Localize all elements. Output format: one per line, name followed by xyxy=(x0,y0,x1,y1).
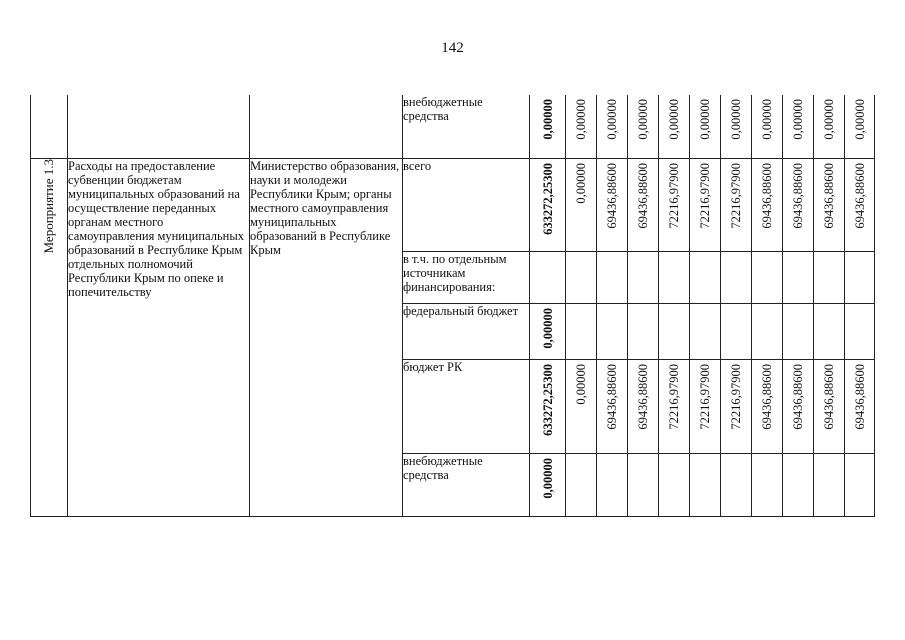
year-cell xyxy=(814,359,845,453)
total-cell xyxy=(530,95,566,158)
table-row xyxy=(31,158,875,251)
page-number: 142 xyxy=(441,40,464,56)
empty-cell xyxy=(31,95,68,158)
year-cell xyxy=(690,359,721,453)
year-cell xyxy=(845,303,875,359)
year-value: 69436,88600 xyxy=(791,363,805,430)
year-cell xyxy=(566,158,597,251)
year-cell xyxy=(566,359,597,453)
year-cell xyxy=(845,158,875,251)
year-value: 69436,88600 xyxy=(636,363,650,430)
year-cell xyxy=(721,359,752,453)
total-value: 0,00000 xyxy=(540,457,555,499)
year-value: 0,00000 xyxy=(822,99,836,140)
year-cell xyxy=(690,251,721,303)
year-cell xyxy=(659,303,690,359)
year-cell xyxy=(659,359,690,453)
year-value: 0,00000 xyxy=(605,99,619,140)
year-value: 72216,97900 xyxy=(667,363,681,430)
year-cell xyxy=(752,303,783,359)
measure-label: Мероприятие 1.3 xyxy=(41,158,56,253)
year-value: 69436,88600 xyxy=(760,162,774,229)
year-value: 0,00000 xyxy=(729,99,743,140)
year-cell xyxy=(752,158,783,251)
funding-source-cell: в т.ч. по отдельным источникам финансирования: xyxy=(403,251,530,303)
year-value: 69436,88600 xyxy=(636,162,650,229)
year-value: 69436,88600 xyxy=(852,162,867,229)
total-cell xyxy=(530,359,566,453)
year-cell xyxy=(659,251,690,303)
empty-cell xyxy=(250,95,403,158)
total-cell xyxy=(530,303,566,359)
total-cell xyxy=(530,158,566,251)
total-value: 633272,25300 xyxy=(540,363,555,436)
year-cell xyxy=(721,453,752,516)
table-row-offbudget-top xyxy=(31,95,875,158)
year-cell xyxy=(721,251,752,303)
year-cell xyxy=(814,453,845,516)
year-value: 72216,97900 xyxy=(698,363,712,430)
year-value: 0,00000 xyxy=(574,363,588,405)
year-value: 0,00000 xyxy=(574,162,588,204)
year-cell xyxy=(752,95,783,158)
empty-cell xyxy=(68,95,250,158)
year-cell xyxy=(628,95,659,158)
funding-source-cell: бюджет РК xyxy=(403,359,530,453)
year-cell xyxy=(783,453,814,516)
year-cell xyxy=(845,251,875,303)
year-cell xyxy=(597,359,628,453)
year-cell xyxy=(690,453,721,516)
total-cell xyxy=(530,453,566,516)
year-cell xyxy=(721,95,752,158)
year-cell xyxy=(597,251,628,303)
funding-source-cell: федеральный бюджет xyxy=(403,303,530,359)
year-cell xyxy=(752,453,783,516)
year-cell xyxy=(814,158,845,251)
year-cell xyxy=(597,303,628,359)
year-cell xyxy=(752,251,783,303)
year-value: 0,00000 xyxy=(667,99,681,140)
measure-name-cell: Расходы на предоставление субвенции бюджетам муниципальных образований на осуществление переданных органам местного самоуправления муниципальных образований в Республике Крым отдельных полномочий Республики Крым по опеке и попечительству xyxy=(68,158,250,516)
year-cell xyxy=(845,453,875,516)
year-cell xyxy=(690,95,721,158)
total-value: 633272,25300 xyxy=(540,162,555,235)
year-cell xyxy=(597,95,628,158)
year-cell xyxy=(690,303,721,359)
year-value: 0,00000 xyxy=(791,99,805,140)
year-cell xyxy=(814,95,845,158)
year-cell xyxy=(566,303,597,359)
year-cell xyxy=(814,303,845,359)
year-cell xyxy=(628,158,659,251)
budget-table xyxy=(30,95,875,517)
total-value: 0,00000 xyxy=(540,99,555,140)
total-cell xyxy=(530,251,566,303)
year-value: 0,00000 xyxy=(698,99,712,140)
year-value: 69436,88600 xyxy=(852,363,867,430)
year-cell xyxy=(659,158,690,251)
year-cell xyxy=(721,158,752,251)
year-value: 72216,97900 xyxy=(667,162,681,229)
year-cell xyxy=(628,359,659,453)
year-cell xyxy=(597,158,628,251)
year-cell xyxy=(783,251,814,303)
year-cell xyxy=(566,95,597,158)
year-cell xyxy=(783,303,814,359)
year-value: 69436,88600 xyxy=(791,162,805,229)
year-value: 72216,97900 xyxy=(729,162,743,229)
year-cell xyxy=(628,453,659,516)
funding-source-cell: внебюджетные средства xyxy=(403,95,530,158)
year-cell xyxy=(628,303,659,359)
year-cell xyxy=(783,158,814,251)
year-value: 69436,88600 xyxy=(822,162,836,229)
year-cell xyxy=(845,359,875,453)
year-value: 69436,88600 xyxy=(822,363,836,430)
total-value: 0,00000 xyxy=(540,307,555,349)
year-cell xyxy=(659,95,690,158)
year-cell xyxy=(628,251,659,303)
year-cell xyxy=(566,251,597,303)
year-value: 0,00000 xyxy=(636,99,650,140)
year-cell xyxy=(845,95,875,158)
year-value: 69436,88600 xyxy=(605,162,619,229)
year-value: 69436,88600 xyxy=(605,363,619,430)
year-value: 69436,88600 xyxy=(760,363,774,430)
funding-source-cell: всего xyxy=(403,158,530,251)
table-body xyxy=(31,95,875,516)
year-cell xyxy=(783,359,814,453)
year-cell xyxy=(690,158,721,251)
measure-label-cell xyxy=(31,158,68,516)
year-cell xyxy=(752,359,783,453)
year-cell xyxy=(659,453,690,516)
year-cell xyxy=(566,453,597,516)
year-cell xyxy=(597,453,628,516)
year-cell xyxy=(814,251,845,303)
year-value: 0,00000 xyxy=(852,99,867,140)
year-cell xyxy=(721,303,752,359)
year-value: 0,00000 xyxy=(574,99,588,140)
funding-source-cell: внебюджетные средства xyxy=(403,453,530,516)
year-cell xyxy=(783,95,814,158)
year-value: 72216,97900 xyxy=(729,363,743,430)
year-value: 0,00000 xyxy=(760,99,774,140)
year-value: 72216,97900 xyxy=(698,162,712,229)
executor-cell: Министерство образования, науки и молодежи Республики Крым; органы местного самоуправления муниципальных образований в Республике Крым xyxy=(250,158,403,516)
